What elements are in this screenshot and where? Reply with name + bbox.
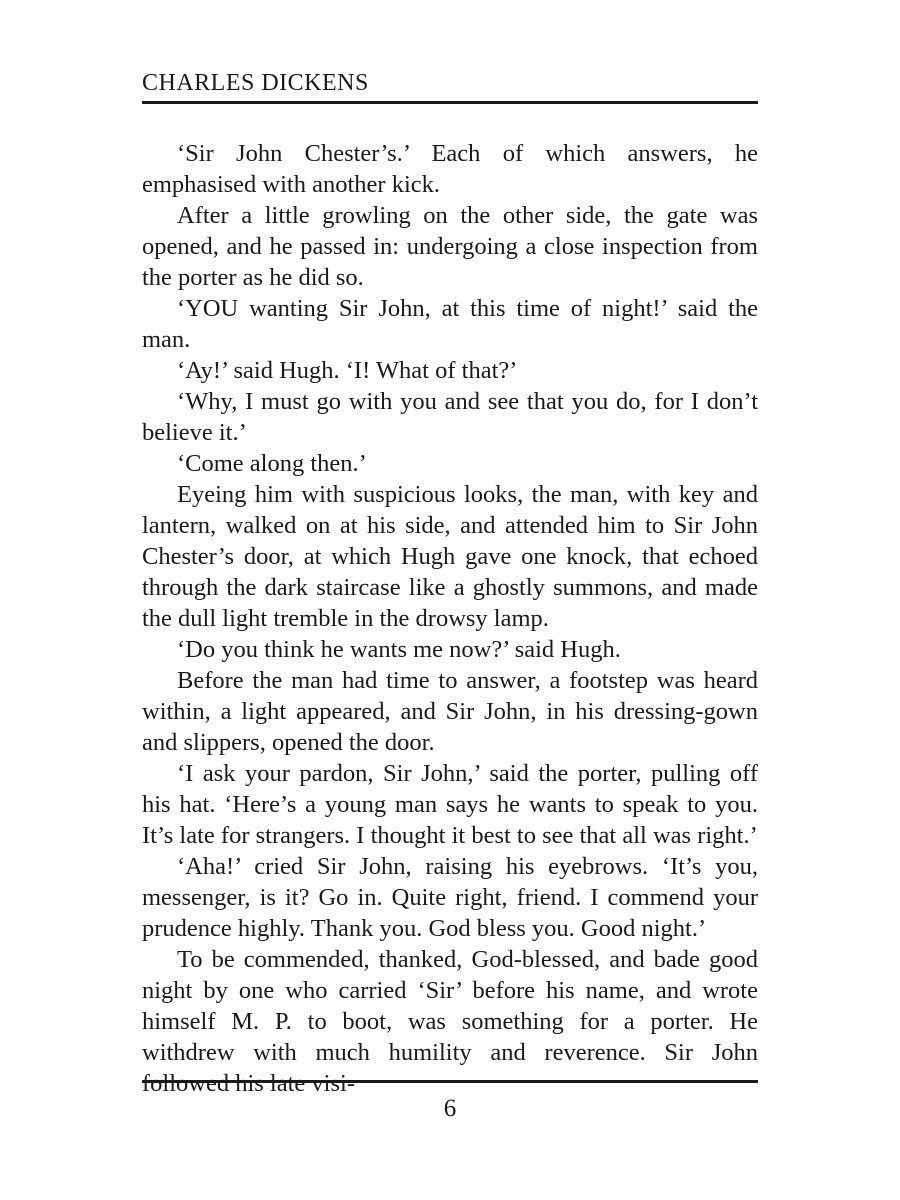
body-text (142, 138, 758, 1099)
paragraph: Before the man had time to answer, a footstep was heard within, a light appeared, and Sir John, in his dressing-gown and slippers, opened the door. (142, 667, 758, 756)
paragraph: Eyeing him with suspicious looks, the man, with key and lantern, walked on at his side, and attended him to Sir John Chester’s door, at which Hugh gave one knock, that echoed through the dark staircase like a ghostly summons, and made the dull light tremble in the drowsy lamp. (142, 481, 758, 632)
paragraph: ‘Come along then.’ (177, 450, 367, 477)
paragraph: ‘I ask your pardon, Sir John,’ said the porter, pulling off his hat. ‘Here’s a young man says he wants to speak to you. It’s late for strangers. I thought it best to see that all was right.’ (142, 760, 758, 849)
paragraph: ‘YOU wanting Sir John, at this time of night!’ said the man. (142, 295, 758, 353)
paragraph: ‘Aha!’ cried Sir John, raising his eyebrows. ‘It’s you, messenger, is it? Go in. Quite right, friend. I commend your prudence highly. Thank you. God bless you. Good night.’ (142, 853, 758, 942)
paragraph: ‘Do you think he wants me now?’ said Hugh. (177, 636, 621, 663)
running-title: CHARLES DICKENS (142, 70, 369, 96)
paragraph: ‘Sir John Chester’s.’ Each of which answers, he emphasised with another kick. (142, 140, 758, 198)
page-number: 6 (443, 1095, 457, 1122)
paragraph: After a little growling on the other side, the gate was opened, and he passed in: undergoing a close inspection from the porter as he did so. (142, 202, 758, 291)
paragraph: To be commended, thanked, God-blessed, and bade good night by one who carried ‘Sir’ before his name, and wrote himself M. P. to boot, was something for a porter. He withdrew with much humility and reverence. Sir John followed his late visi- (142, 946, 758, 1097)
footer-rule (142, 1080, 758, 1083)
running-header (142, 68, 758, 104)
paragraph: ‘Why, I must go with you and see that you do, for I don’t believe it.’ (142, 388, 758, 446)
paragraph: ‘Ay!’ said Hugh. ‘I! What of that?’ (177, 357, 518, 384)
